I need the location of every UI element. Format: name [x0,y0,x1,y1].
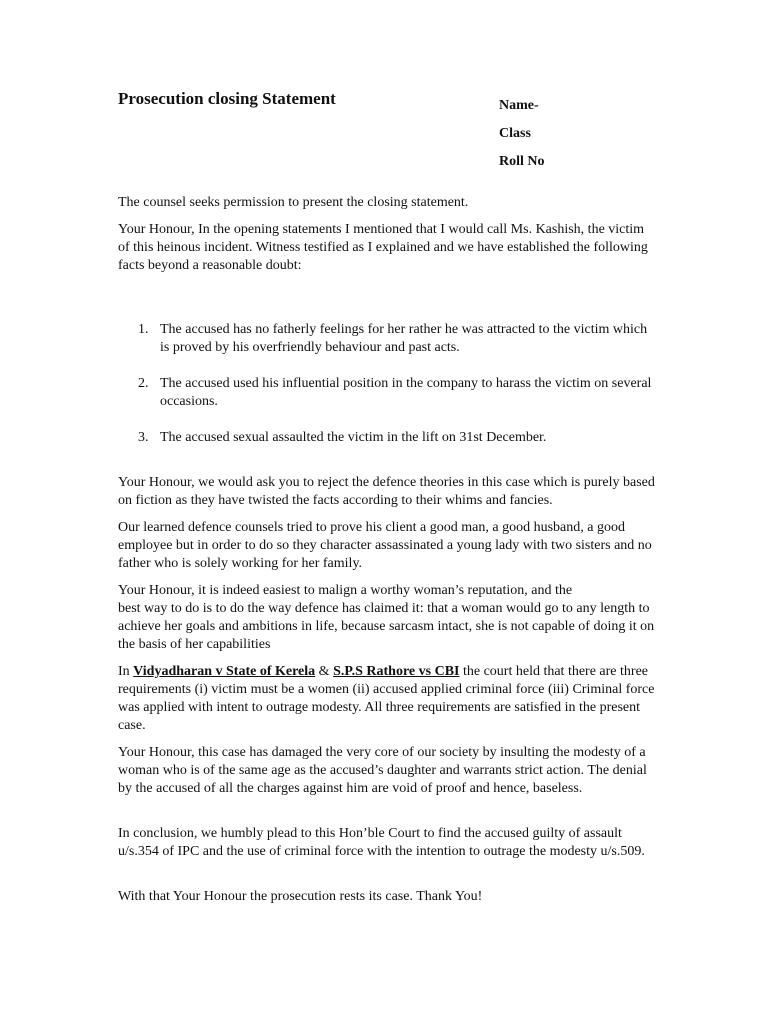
closing-paragraph: With that Your Honour the prosecution rests its case. Thank You! [118,889,483,904]
class-label: Class [499,126,531,141]
roll-no-label: Roll No [499,154,545,169]
case-citation-2: S.P.S Rathore vs CBI [333,664,460,679]
list-item [118,375,658,411]
student-details [499,92,545,176]
list-text: The accused used his influential position in the company to harass the victim on several occasions. [160,376,652,409]
case-rest: the court held that there are three requirements (i) victim must be a women (ii) accused applied criminal force (iii) Criminal force was applied with intent to outrage modesty. All three requirements are satisfied in the present case. [118,664,655,733]
page-title: Prosecution closing Statement [118,89,336,108]
defence-paragraph: Our learned defence counsels tried to prove his client a good man, a good husband, a good employee but in order to do so they character assassinated a young lady with two sisters and no father who is solely working for her family. [118,520,652,571]
case-prefix: In [118,664,134,679]
list-number: 2. [138,376,149,391]
intro-paragraph: The counsel seeks permission to present the closing statement. [118,195,469,210]
conclusion-paragraph: In conclusion, we humbly plead to this Hon’ble Court to find the accused guilty of assault u/s.354 of IPC and the use of criminal force with the intention to outrage the modesty u/s.509. [118,826,645,859]
reject-paragraph: Your Honour, we would ask you to reject the defence theories in this case which is purely based on fiction as they have twisted the facts according to their whims and fancies. [118,475,655,508]
malign-paragraph [118,582,658,654]
list-number: 3. [138,430,149,445]
list-number: 1. [138,322,149,337]
name-label: Name- [499,98,539,113]
malign-line-1: Your Honour, it is indeed easiest to malign a worthy woman’s reputation, and the [118,583,573,598]
opening-paragraph: Your Honour, In the opening statements I mentioned that I would call Ms. Kashish, the victim of this heinous incident. Witness testified as I explained and we have established the following facts beyond a reasonable doubt: [118,222,648,273]
statement-body [118,194,658,915]
facts-list [118,321,658,447]
list-text: The accused sexual assaulted the victim in the lift on 31st December. [160,430,547,445]
case-and: & [315,664,334,679]
case-law-paragraph [118,663,658,735]
list-item [118,429,658,447]
malign-line-2: best way to do is to do the way defence has claimed it: that a woman would go to any length to achieve her goals and ambitions in life, because sarcasm intact, she is not capable of doing it on the basis of her capabilities [118,601,655,652]
list-item [118,321,658,357]
case-citation-1: Vidyadharan v State of Kerela [133,664,316,679]
list-text: The accused has no fatherly feelings for her rather he was attracted to the victim which is proved by his overfriendly behaviour and past acts. [160,322,648,355]
society-paragraph: Your Honour, this case has damaged the very core of our society by insulting the modesty of a woman who is of the same age as the accused’s daughter and warrants strict action. The denial by the accused of all the charges against him are void of proof and hence, baseless. [118,745,647,796]
